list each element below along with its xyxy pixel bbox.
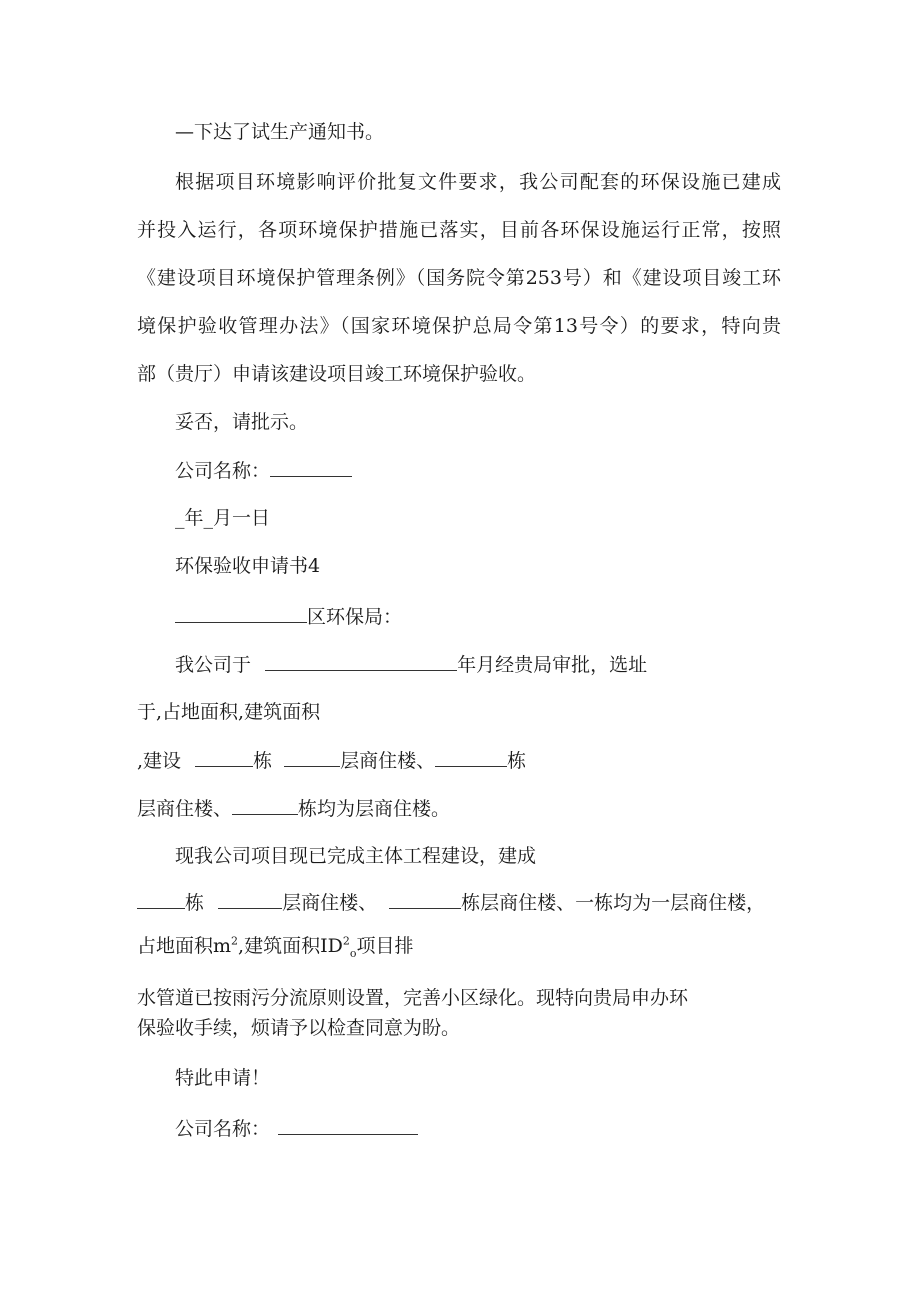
closing-text: 特此申请！ xyxy=(175,1067,271,1089)
fill-blank xyxy=(284,748,340,767)
company-name-label: 公司名称： xyxy=(175,460,271,482)
paragraph-drainage-cont: 保验收手续，烦请予以检查同意为盼。 xyxy=(137,1017,461,1039)
date-line: _年_月一日 xyxy=(175,507,271,529)
text-segment: 栋层商住楼、一栋均为一层商住楼， xyxy=(461,892,766,914)
text-segment: ,建筑面积ID xyxy=(238,935,343,957)
company-name-blank xyxy=(270,458,352,477)
paragraph-completion: 现我公司项目现已完成主体工程建设，建成 xyxy=(175,845,537,867)
fill-blank xyxy=(435,748,507,767)
text-segment: 栋均为层商住楼。 xyxy=(298,798,451,820)
text-segment: 项目排 xyxy=(356,935,414,957)
paragraph-approval xyxy=(175,652,647,677)
company-name-blank xyxy=(278,1116,418,1135)
paragraph-completion-cont xyxy=(137,890,765,915)
paragraph-build-cont xyxy=(137,796,450,821)
request-approval-text: 妥否，请批示。 xyxy=(175,411,309,433)
text-segment: 栋 xyxy=(253,750,273,772)
subscript: o xyxy=(349,946,357,960)
paragraph-line: 根据项目环境影响评价批复文件要求，我公司配套的环保设施已建成 xyxy=(175,171,781,193)
paragraph-notice: —下达了试生产通知书。 xyxy=(175,121,385,143)
text-segment: 层商住楼、 xyxy=(282,892,378,914)
superscript: 2 xyxy=(342,934,350,948)
paragraph-line: 部（贵厅）申请该建设项目竣工环境保护验收。 xyxy=(137,363,537,385)
text-segment: 栋 xyxy=(185,892,205,914)
addressee-line xyxy=(175,604,402,629)
fill-blank xyxy=(137,890,185,909)
text-segment: 层商住楼、 xyxy=(340,750,436,772)
addressee-suffix: 区环保局： xyxy=(307,606,403,628)
text-segment: 栋 xyxy=(507,750,527,772)
fill-blank xyxy=(232,796,298,815)
paragraph-area: 于,占地面积,建筑面积 xyxy=(137,701,321,723)
text-segment: 我公司于 xyxy=(175,654,252,676)
fill-blank xyxy=(195,748,253,767)
section-title: 环保验收申请书4 xyxy=(175,555,321,577)
addressee-blank xyxy=(175,604,307,623)
text-segment: 层商住楼、 xyxy=(137,798,233,820)
company-name-line-2 xyxy=(175,1116,418,1141)
company-name-line-1 xyxy=(175,458,352,483)
company-name-label: 公司名称： xyxy=(175,1118,271,1140)
text-segment: 占地面积m xyxy=(137,935,232,957)
paragraph-line: 境保护验收管理办法》（国家环境保护总局令第13号令）的要求，特向贵 xyxy=(137,315,781,337)
approval-date-blank xyxy=(265,652,457,671)
paragraph-line: 并投入运行，各项环境保护措施已落实，目前各环保设施运行正常，按照 xyxy=(137,219,781,241)
text-segment: 年月经贵局审批，选址 xyxy=(457,654,648,676)
text-segment: ,建设 xyxy=(137,750,182,772)
paragraph-drainage: 水管道已按雨污分流原则设置，完善小区绿化。现特向贵局申办环 xyxy=(137,987,689,1009)
paragraph-build xyxy=(137,748,526,773)
superscript: 2 xyxy=(231,934,239,948)
fill-blank xyxy=(218,890,282,909)
fill-blank xyxy=(389,890,461,909)
paragraph-line: 《建设项目环境保护管理条例》（国务院令第253号）和《建设项目竣工环 xyxy=(137,267,781,289)
paragraph-area-summary xyxy=(137,934,413,958)
